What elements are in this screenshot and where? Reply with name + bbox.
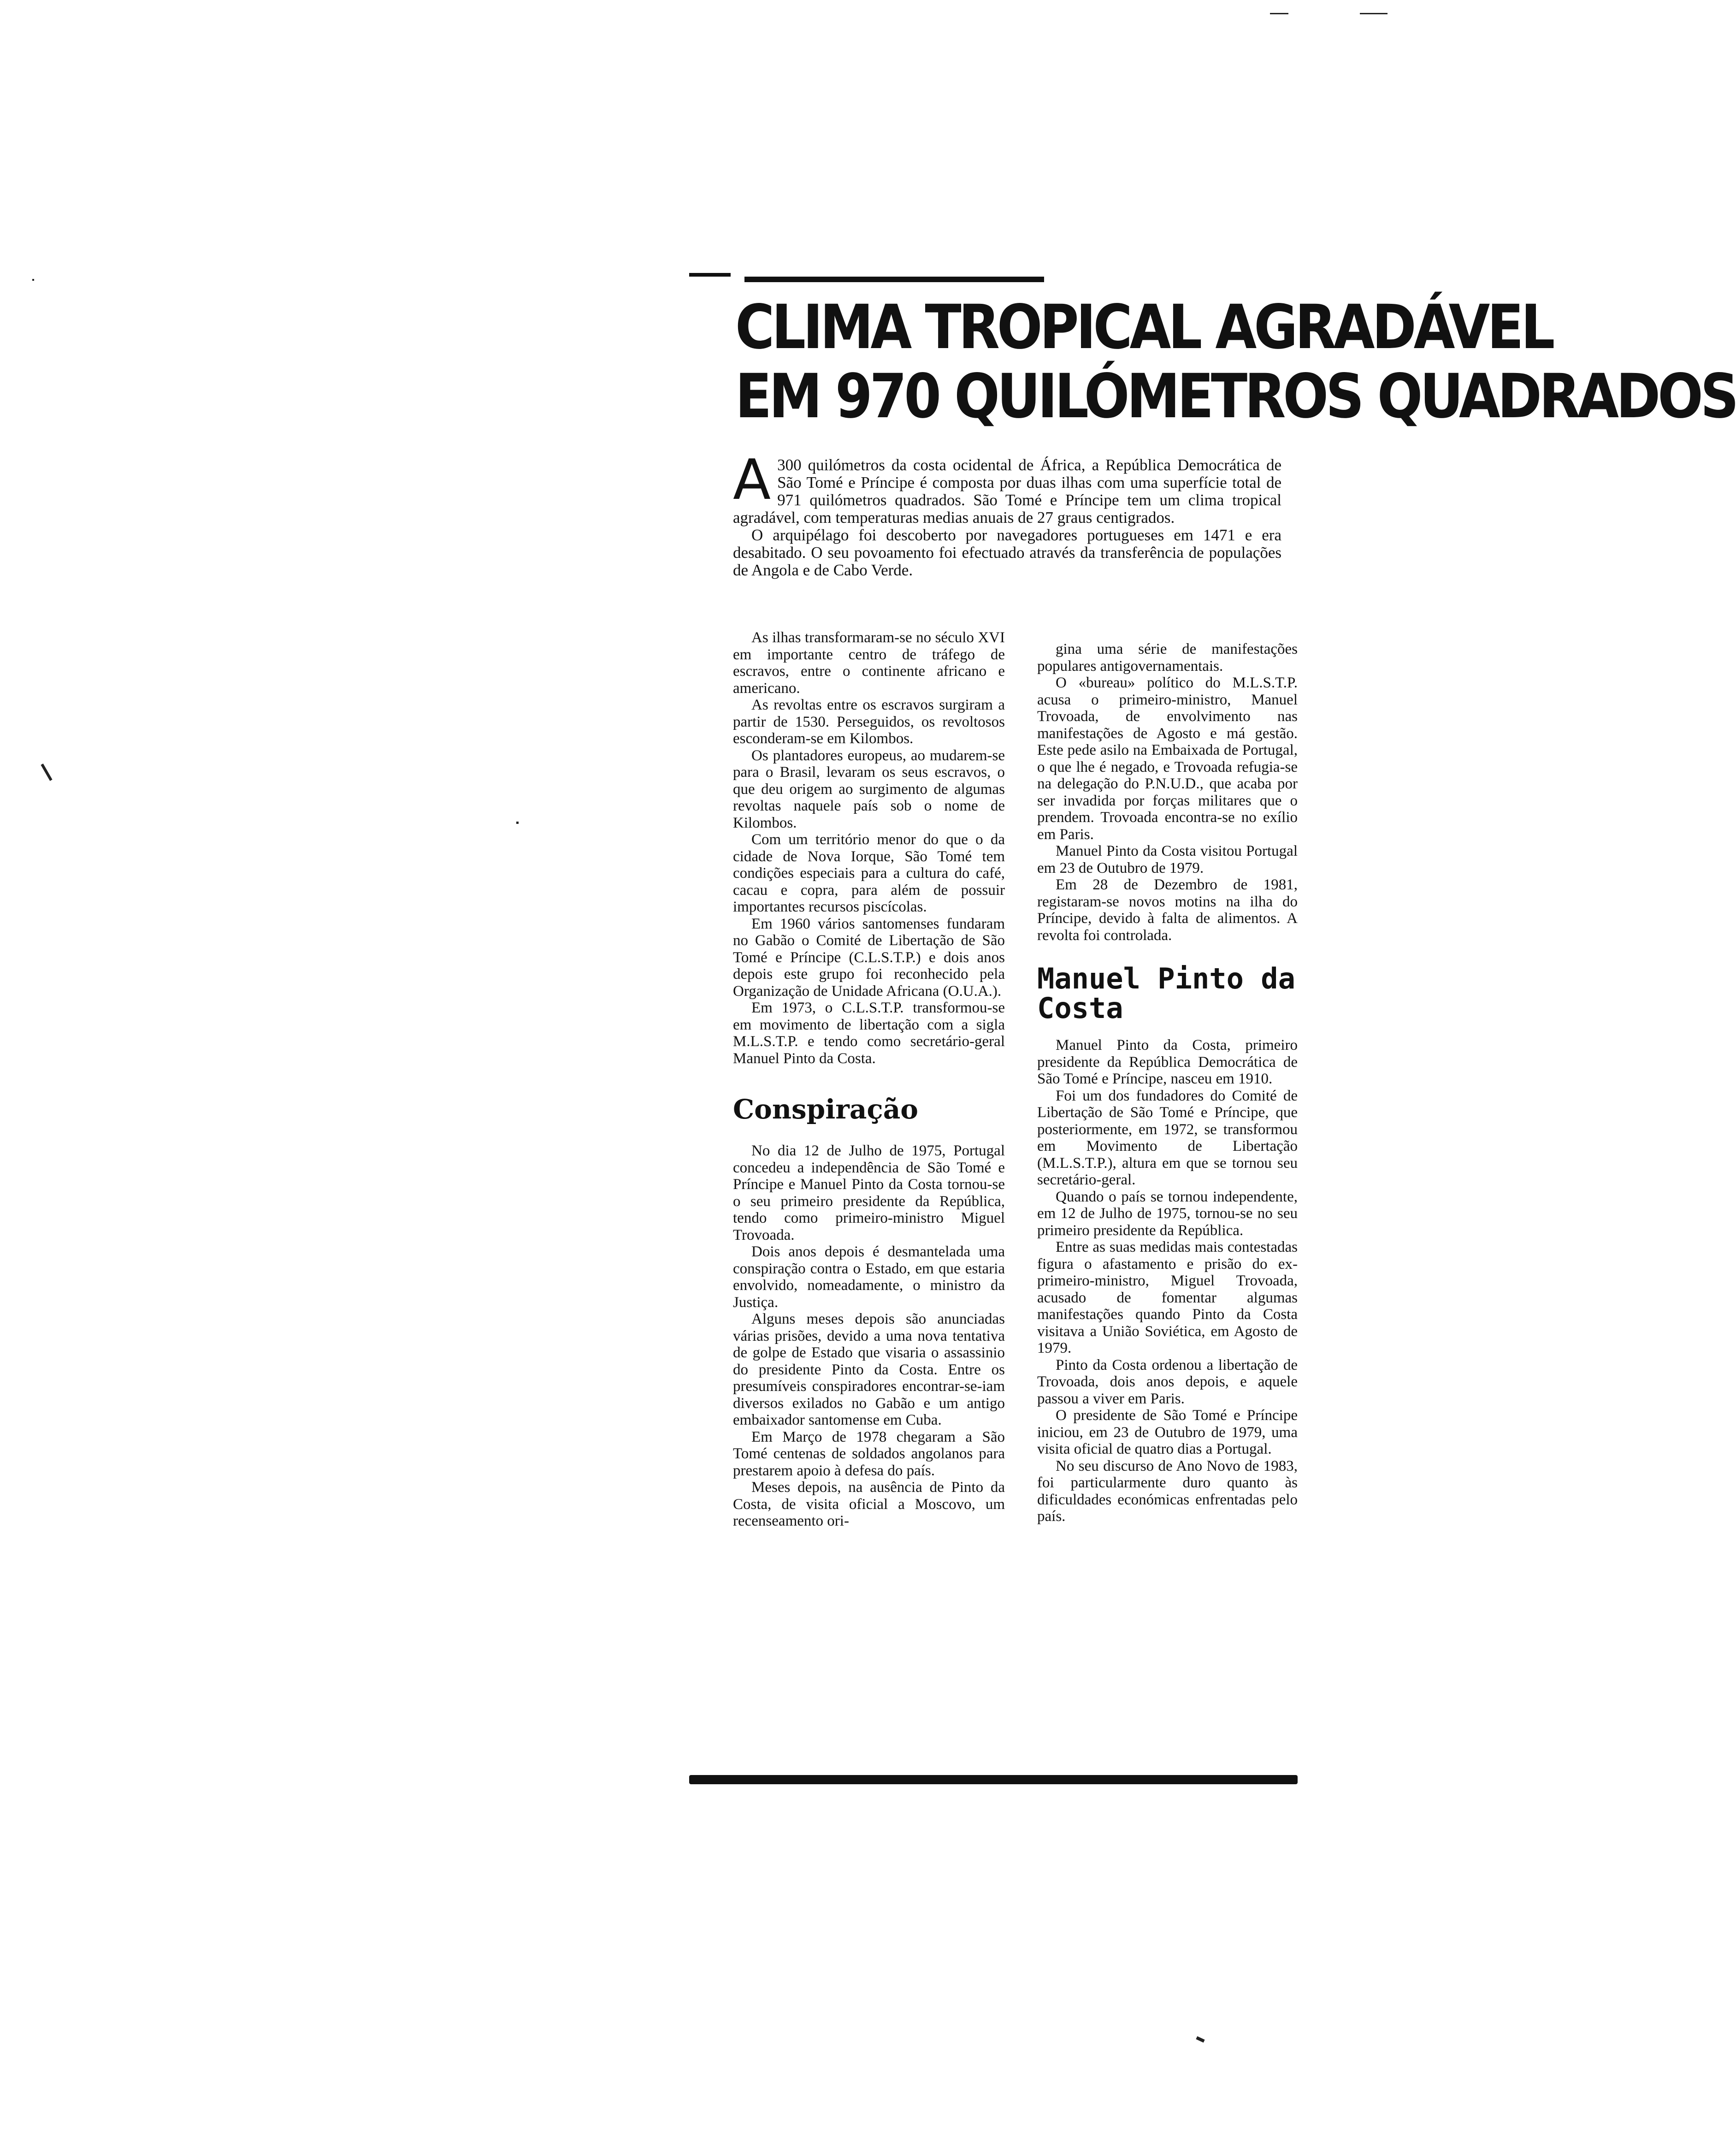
paragraph: As ilhas transformaram-se no século XVI em importante centro de tráfego de escravos, entre o continente africano e americano. xyxy=(733,629,1005,697)
top-rule xyxy=(744,277,1044,282)
scan-speck xyxy=(1270,13,1288,14)
paragraph: Meses depois, na ausência de Pinto da Costa, de visita oficial a Moscovo, um recenseamento ori- xyxy=(733,1479,1005,1529)
paragraph: Em 28 de Dezembro de 1981, registaram-se novos motins na ilha do Príncipe, devido à falta de alimentos. A revolta foi controlada. xyxy=(1037,876,1298,944)
lead-paragraphs xyxy=(733,448,1281,579)
paragraph: As revoltas entre os escravos surgiram a partir de 1530. Perseguidos, os revoltosos esconderam-se em Kilombos. xyxy=(733,697,1005,747)
section-subhead: Manuel Pinto da Costa xyxy=(1037,962,1295,1025)
newspaper-clipping xyxy=(689,258,1736,1798)
paragraph: gina uma série de manifestações populares antigovernamentais. xyxy=(1037,641,1298,675)
scan-speck xyxy=(1196,2036,1205,2043)
scan-speck xyxy=(41,763,52,781)
paragraph: Alguns meses depois são anunciadas várias prisões, devido a uma nova tentativa de golpe de Estado que visaria o assassinio do presidente Pinto da Costa. Entre os presumíveis conspiradores encontrar-se-iam diversos exilados no Gabão e um antigo embaixador santomense em Cuba. xyxy=(733,1311,1005,1428)
paragraph: Em 1960 vários santomenses fundaram no Gabão o Comité de Libertação de São Tomé e Príncipe (C.L.S.T.P.) e dois anos depois este grupo foi reconhecido pela Organização de Unidade Africana (O.U.A.). xyxy=(733,915,1005,1000)
scan-speck xyxy=(1360,13,1388,14)
lead-paragraph xyxy=(733,448,1281,527)
scan-speck xyxy=(32,279,34,281)
paragraph: Dois anos depois é desmantelada uma conspiração contra o Estado, em que estaria envolvido, nomeadamente, o ministro da Justiça. xyxy=(733,1243,1005,1311)
paragraph: Pinto da Costa ordenou a libertação de Trovoada, dois anos depois, e aquele passou a viver em Paris. xyxy=(1037,1356,1298,1407)
paragraph: Com um território menor do que o da cidade de Nova Iorque, São Tomé tem condições especiais para a cultura do café, cacau e copra, para além de possuir importantes recursos piscícolas. xyxy=(733,831,1005,915)
paragraph: Os plantadores europeus, ao mudarem-se para o Brasil, levaram os seus escravos, o que deu origem ao surgimento de algumas revoltas naquele país sob o nome de Kilombos. xyxy=(733,747,1005,831)
paragraph: O «bureau» político do M.L.S.T.P. acusa o primeiro-ministro, Manuel Trovoada, de envolvimento nas manifestações de Agosto e má gestão. Este pede asilo na Embaixada de Portugal, o que lhe é negado, e Trovoada refugia-se na delegação do P.N.U.D., que acaba por ser invadida por forças militares que o prendem. Trovoada encontra-se no exílio em Paris. xyxy=(1037,675,1298,843)
top-rule xyxy=(689,273,731,277)
paragraph: Manuel Pinto da Costa, primeiro presidente da República Democrática de São Tomé e Príncipe, nasceu em 1910. xyxy=(1037,1037,1298,1087)
paragraph: Entre as suas medidas mais contestadas figura o afastamento e prisão do ex-primeiro-ministro, Miguel Trovoada, acusado de fomentar algumas manifestações quando Pinto da Costa visitava a União Soviética, em Agosto de 1979. xyxy=(1037,1239,1298,1356)
headline-line-1: CLIMA TROPICAL AGRADÁVEL xyxy=(735,292,1553,363)
article-headline xyxy=(735,292,1736,432)
paragraph: O presidente de São Tomé e Príncipe iniciou, em 23 de Outubro de 1979, uma visita oficial de quatro dias a Portugal. xyxy=(1037,1407,1298,1457)
lead-text: 300 quilómetros da costa ocidental de África, a República Democrática de São Tomé e Príncipe é composta por duas ilhas com uma superfície total de 971 quilómetros quadrados. São Tomé e Príncipe tem um clima tropical agradável, com temperaturas medias anuais de 27 graus centigrados. xyxy=(733,456,1281,527)
paragraph: No dia 12 de Julho de 1975, Portugal concedeu a independência de São Tomé e Príncipe e Manuel Pinto da Costa tornou-se o seu primeiro presidente da República, tendo como primeiro-ministro Miguel Trovoada. xyxy=(733,1142,1005,1243)
paragraph: Em Março de 1978 chegaram a São Tomé centenas de soldados angolanos para prestarem apoio à defesa do país. xyxy=(733,1428,1005,1479)
lead-paragraph: O arquipélago foi descoberto por navegadores portugueses em 1471 e era desabitado. O seu povoamento foi efectuado através da transferência de populações de Angola e de Cabo Verde. xyxy=(733,526,1281,579)
paragraph: Foi um dos fundadores do Comité de Libertação de São Tomé e Príncipe, que posteriormente, em 1972, se transformou em Movimento de Libertação (M.L.S.T.P.), altura em que se tornou seu secretário-geral. xyxy=(1037,1087,1298,1188)
drop-cap: A xyxy=(733,448,771,512)
paragraph: Quando o país se tornou independente, em 12 de Julho de 1975, tornou-se no seu primeiro presidente da República. xyxy=(1037,1188,1298,1239)
paragraph: Manuel Pinto da Costa visitou Portugal em 23 de Outubro de 1979. xyxy=(1037,843,1298,876)
scan-speck xyxy=(516,822,519,824)
bottom-rule xyxy=(689,1775,1298,1784)
paragraph: Em 1973, o C.L.S.T.P. transformou-se em movimento de libertação com a sigla M.L.S.T.P. e tendo como secretário-geral Manuel Pinto da Costa. xyxy=(733,1000,1005,1067)
left-column xyxy=(733,629,1005,1530)
section-subhead: Conspiração xyxy=(733,1094,918,1125)
headline-line-2: EM 970 QUILÓMETROS QUADRADOS xyxy=(735,361,1736,432)
paragraph: No seu discurso de Ano Novo de 1983, foi particularmente duro quanto às dificuldades económicas enfrentadas pelo país. xyxy=(1037,1457,1298,1525)
right-column xyxy=(1037,641,1298,1525)
